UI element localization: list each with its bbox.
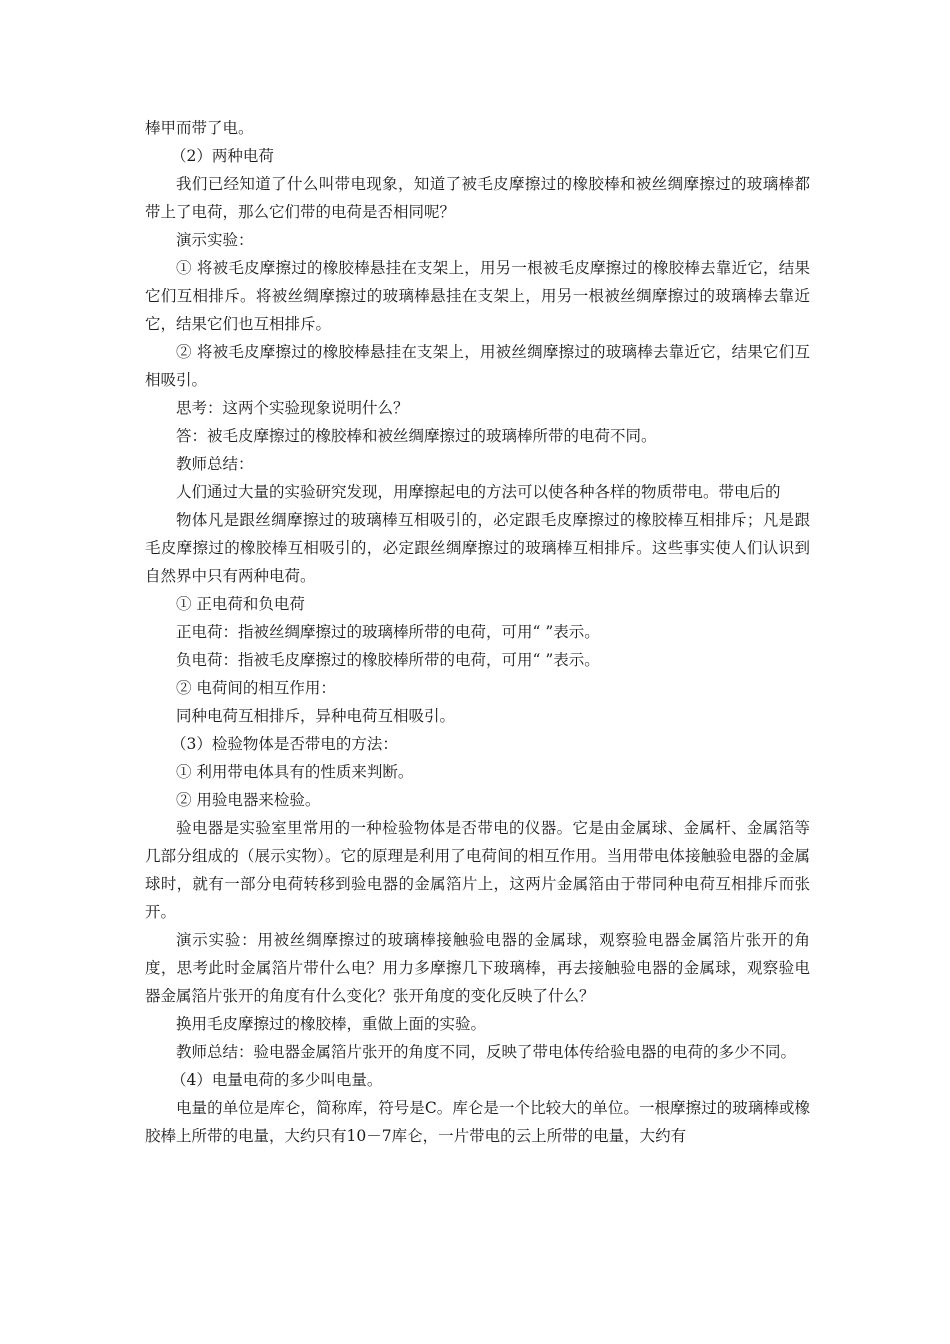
- paragraph: 教师总结：: [176, 455, 254, 473]
- paragraph: ① 利用带电体具有的性质来判断。: [176, 763, 414, 781]
- paragraph: 演示实验：用被丝绸摩擦过的玻璃棒接触验电器的金属球，观察验电器金属箔片张开的角度，思考此时金属箔片带什么电？用力多摩擦几下玻璃棒，再去接触验电器的金属球，观察验电器金属箔片张开的角度有什么变化？张开角度的变化反映了什么？: [145, 931, 810, 1005]
- paragraph: 电量的单位是库仑，简称库，符号是C。库仑是一个比较大的单位。一根摩擦过的玻璃棒或橡胶棒上所带的电量，大约只有10－7库仑，一片带电的云上所带的电量，大约有: [145, 1099, 810, 1145]
- section-heading-detection: （3）检验物体是否带电的方法：: [171, 735, 398, 753]
- paragraph: 验电器是实验室里常用的一种检验物体是否带电的仪器。它是由金属球、金属杆、金属箔等几部分组成的（展示实物）。它的原理是利用了电荷间的相互作用。当用带电体接触验电器的金属球时，就有一部分电荷转移到验电器的金属箔片上，这两片金属箔由于带同种电荷互相排斥而张开。: [145, 819, 810, 921]
- document-body: [145, 114, 810, 1150]
- section-heading-charge-quantity: （4）电量电荷的多少叫电量。: [171, 1071, 383, 1089]
- paragraph: 思考：这两个实验现象说明什么？: [176, 399, 409, 417]
- paragraph: 换用毛皮摩擦过的橡胶棒，重做上面的实验。: [176, 1015, 487, 1033]
- paragraph: ② 用验电器来检验。: [176, 791, 321, 809]
- paragraph: 正电荷：指被丝绸摩擦过的玻璃棒所带的电荷，可用“ ”表示。: [176, 623, 600, 641]
- paragraph: ① 将被毛皮摩擦过的橡胶棒悬挂在支架上，用另一根被毛皮摩擦过的橡胶棒去靠近它，结果它们互相排斥。将被丝绸摩擦过的玻璃棒悬挂在支架上，用另一根被丝绸摩擦过的玻璃棒去靠近它，结果它们也互相排斥。: [145, 259, 810, 333]
- paragraph: 棒甲而带了电。: [145, 119, 254, 137]
- paragraph: 物体凡是跟丝绸摩擦过的玻璃棒互相吸引的，必定跟毛皮摩擦过的橡胶棒互相排斥；凡是跟毛皮摩擦过的橡胶棒互相吸引的，必定跟丝绸摩擦过的玻璃棒互相排斥。这些事实使人们认识到自然界中只有两种电荷。: [145, 511, 810, 585]
- paragraph: 我们已经知道了什么叫带电现象，知道了被毛皮摩擦过的橡胶棒和被丝绸摩擦过的玻璃棒都带上了电荷，那么它们带的电荷是否相同呢？: [145, 175, 810, 221]
- paragraph: 负电荷：指被毛皮摩擦过的橡胶棒所带的电荷，可用“ ”表示。: [176, 651, 600, 669]
- paragraph: 答：被毛皮摩擦过的橡胶棒和被丝绸摩擦过的玻璃棒所带的电荷不同。: [176, 427, 657, 445]
- section-heading-two-charges: （2）两种电荷: [171, 147, 274, 165]
- paragraph: ② 将被毛皮摩擦过的橡胶棒悬挂在支架上，用被丝绸摩擦过的玻璃棒去靠近它，结果它们互相吸引。: [145, 343, 810, 389]
- paragraph: 人们通过大量的实验研究发现，用摩擦起电的方法可以使各种各样的物质带电。带电后的: [176, 483, 781, 501]
- paragraph: ② 电荷间的相互作用：: [176, 679, 336, 697]
- paragraph: 同种电荷互相排斥，异种电荷互相吸引。: [176, 707, 456, 725]
- paragraph: ① 正电荷和负电荷: [176, 595, 305, 613]
- paragraph: 演示实验：: [176, 231, 254, 249]
- paragraph: 教师总结：验电器金属箔片张开的角度不同，反映了带电体传给验电器的电荷的多少不同。: [176, 1043, 797, 1061]
